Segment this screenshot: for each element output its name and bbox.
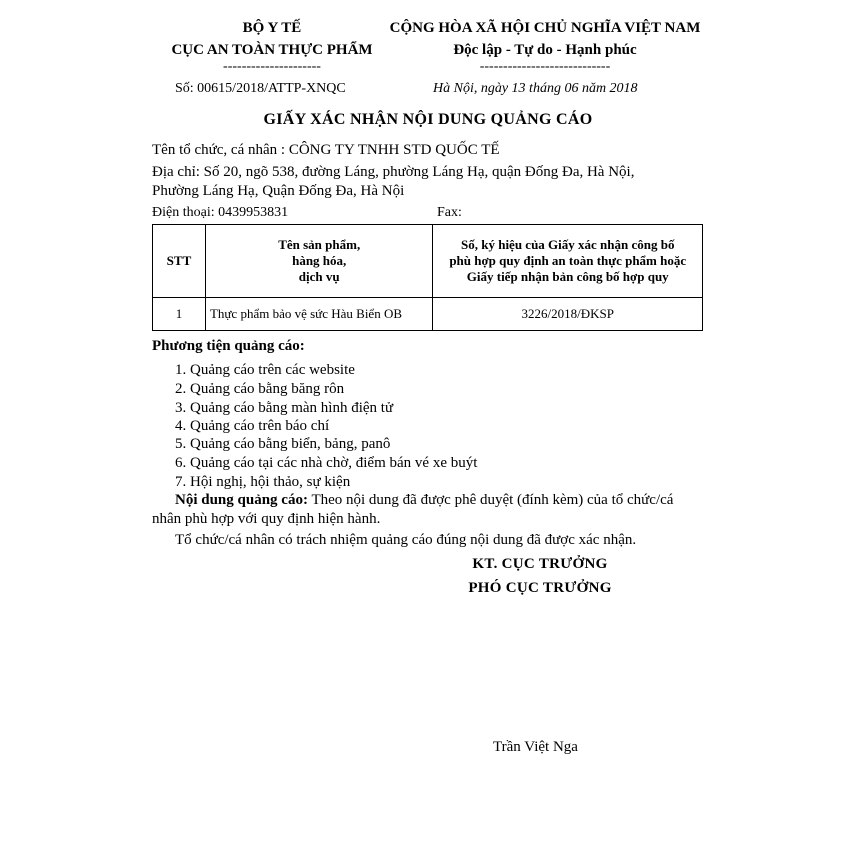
signature-title-1: KT. CỤC TRƯỞNG (472, 556, 608, 572)
signer-name: Trần Việt Nga (493, 739, 578, 755)
right-divider: ---------------------------- (479, 59, 611, 74)
address-line-1: Địa chỉ: Số 20, ngõ 538, đường Láng, phường Láng Hạ, quận Đống Đa, Hà Nội, (152, 164, 635, 180)
document-title: GIẤY XÁC NHẬN NỘI DUNG QUẢNG CÁO (263, 111, 593, 128)
signature-title-2: PHÓ CỤC TRƯỞNG (468, 580, 612, 596)
organization-name: Tên tổ chức, cá nhân : CÔNG TY TNHH STD QUỐC TẾ (152, 142, 500, 158)
document-number: Số: 00615/2018/ATTP-XNQC (175, 81, 346, 96)
agency-name: CỤC AN TOÀN THỰC PHẨM (171, 42, 373, 58)
row-product: Thực phẩm bảo vệ sức Hàu Biển OB (205, 298, 433, 331)
fax-label: Fax: (437, 205, 462, 220)
list-item: 7. Hội nghị, hội thảo, sự kiện (175, 474, 351, 490)
product-header-line-2: hàng hóa, (292, 253, 347, 268)
table-header-row (153, 225, 703, 298)
list-item: 1. Quảng cáo trên các website (175, 362, 355, 378)
certificate-header (433, 225, 703, 298)
list-item: 6. Quảng cáo tại các nhà chờ, điểm bán vé xe buýt (175, 455, 478, 471)
row-certificate: 3226/2018/ĐKSP (433, 298, 703, 331)
ministry-name: BỘ Y TẾ (242, 20, 302, 36)
certificate-header-line-1: Số, ký hiệu của Giấy xác nhận công bố (461, 237, 675, 252)
table-row (153, 298, 703, 331)
list-item: 4. Quảng cáo trên báo chí (175, 418, 330, 434)
content-paragraph (175, 492, 673, 509)
list-item: 5. Quảng cáo bằng biển, bảng, panô (175, 436, 391, 452)
responsibility-statement: Tổ chức/cá nhân có trách nhiệm quảng cáo đúng nội dung đã được xác nhận. (175, 532, 637, 548)
stt-header: STT (153, 225, 206, 298)
product-header-line-1: Tên sản phẩm, (278, 237, 361, 252)
product-header (205, 225, 433, 298)
national-motto: Độc lập - Tự do - Hạnh phúc (453, 42, 637, 58)
product-header-line-3: dịch vụ (298, 269, 340, 284)
media-heading: Phương tiện quảng cáo: (152, 338, 305, 354)
phone-number: Điện thoại: 0439953831 (152, 205, 289, 220)
list-item: 3. Quảng cáo bằng màn hình điện tử (175, 400, 394, 416)
content-label: Nội dung quảng cáo: (175, 492, 308, 508)
row-stt: 1 (153, 298, 206, 331)
list-item: 2. Quảng cáo bằng băng rôn (175, 381, 345, 397)
address-line-2: Phường Láng Hạ, Quận Đống Đa, Hà Nội (152, 183, 405, 199)
place-and-date: Hà Nội, ngày 13 tháng 06 năm 2018 (433, 81, 638, 96)
product-table (152, 224, 703, 331)
content-text-line-2: nhân phù hợp với quy định hiện hành. (152, 511, 381, 527)
certificate-header-line-2: phù hợp quy định an toàn thực phẩm hoặc (449, 253, 687, 268)
republic-name: CỘNG HÒA XÃ HỘI CHỦ NGHĨA VIỆT NAM (389, 20, 701, 36)
content-text-line-1: Theo nội dung đã được phê duyệt (đính kèm) của tổ chức/cá (307, 492, 674, 508)
left-divider: --------------------- (223, 59, 321, 74)
certificate-header-line-3: Giấy tiếp nhận bản công bố hợp quy (466, 269, 669, 284)
